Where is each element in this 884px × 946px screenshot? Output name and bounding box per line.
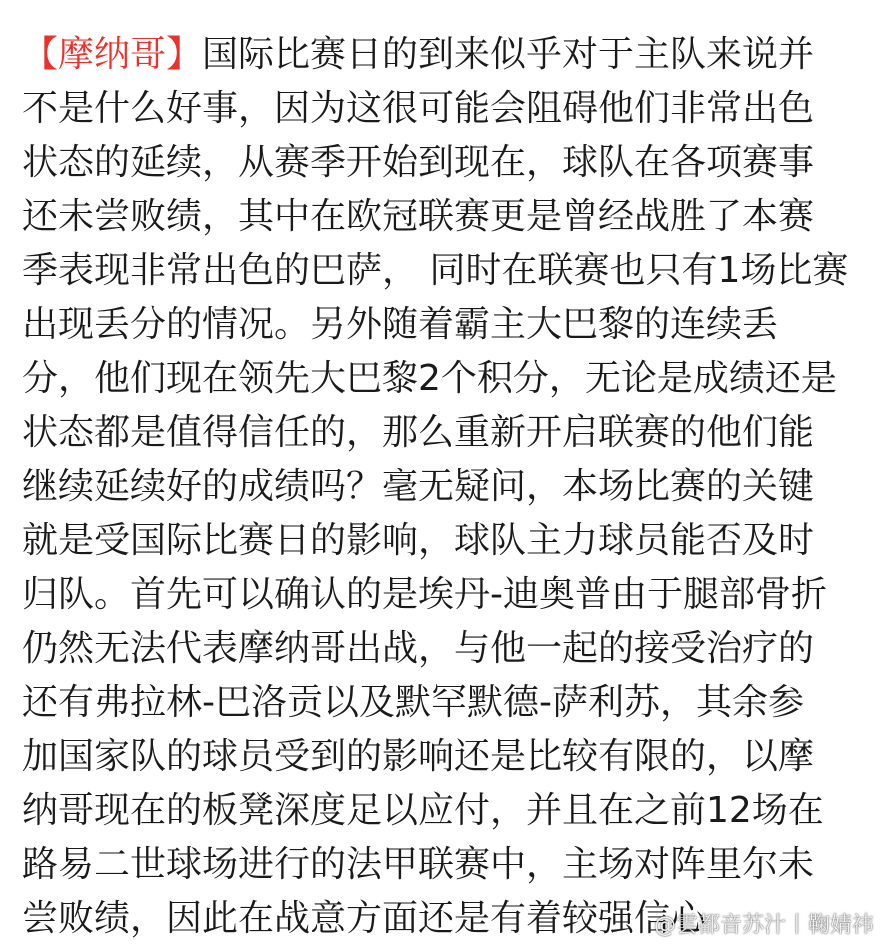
article-line-5: 季表现非常出色的巴萨， 同时在联赛也只有1场比赛 (22, 250, 849, 291)
article-line-10: 就是受国际比赛日的影响，球队主力球员能否及时 (22, 520, 815, 561)
article-line-9: 继续延续好的成绩吗？毫无疑问，本场比赛的关键 (22, 466, 815, 507)
article-line-7: 分，他们现在领先大巴黎2个积分，无论是成绩还是 (22, 358, 837, 399)
article-line-16: 路易二世球场进行的法甲联赛中，主场对阵里尔未 (22, 844, 815, 885)
article-line-17: 尝败绩，因此在战意方面还是有着较强信心 (22, 898, 707, 939)
article-line-12: 仍然无法代表摩纳哥出战，与他一起的接受治疗的 (22, 628, 815, 669)
article-line-4: 还未尝败绩，其中在欧冠联赛更是曾经战胜了本赛 (22, 196, 815, 237)
article-line-3: 状态的延续，从赛季开始到现在，球队在各项赛事 (22, 142, 815, 183)
watermark: @雲都音苏汁丨鞠婧祎 (653, 913, 874, 938)
article-line-2: 不是什么好事，因为这很可能会阻碍他们非常出色 (22, 88, 815, 129)
article-line-15: 纳哥现在的板凳深度足以应付，并且在之前12场在 (22, 790, 824, 831)
article-line-text: 国际比赛日的到来似乎对于主队来说并 (202, 34, 815, 75)
article-line-1 (22, 28, 872, 82)
source-tag: 【摩纳哥】 (22, 34, 203, 75)
article-line-13: 还有弗拉林-巴洛贡以及默罕默德-萨利苏，其余参 (22, 682, 804, 723)
article-line-8: 状态都是值得信任的，那么重新开启联赛的他们能 (22, 412, 815, 453)
article-body (22, 28, 872, 946)
article-line-11: 归队。首先可以确认的是埃丹-迪奥普由于腿部骨折 (22, 574, 827, 615)
article-line-6: 出现丢分的情况。另外随着霸主大巴黎的连续丢 (22, 304, 779, 345)
article-line-14: 加国家队的球员受到的影响还是比较有限的，以摩 (22, 736, 815, 777)
